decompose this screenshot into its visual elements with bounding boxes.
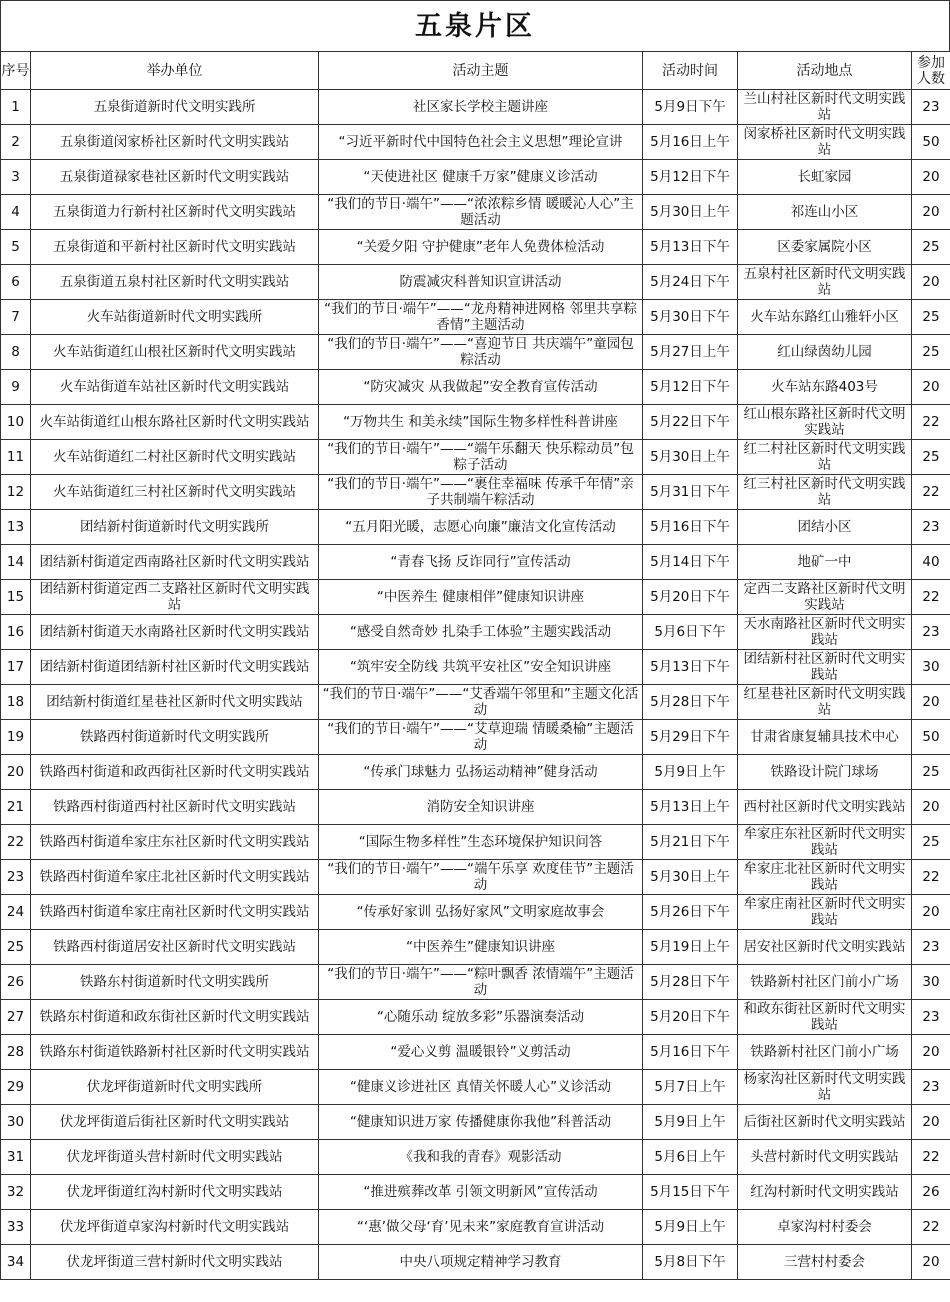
cell-theme: “中医养生”健康知识讲座	[319, 930, 643, 965]
cell-time: 5月16日下午	[643, 510, 738, 545]
cell-theme: “心随乐动 绽放多彩”乐器演奏活动	[319, 1000, 643, 1035]
cell-index: 28	[1, 1035, 31, 1070]
cell-location: 红星巷社区新时代文明实践站	[738, 685, 912, 720]
cell-time: 5月28日下午	[643, 965, 738, 1000]
cell-time: 5月21日下午	[643, 825, 738, 860]
cell-time: 5月8日下午	[643, 1245, 738, 1280]
cell-time: 5月12日下午	[643, 370, 738, 405]
cell-location: 三营村村委会	[738, 1245, 912, 1280]
cell-participants: 50	[912, 125, 950, 160]
cell-location: 牟家庄北社区新时代文明实践站	[738, 860, 912, 895]
cell-theme: “我们的节日·端午”——“粽叶飘香 浓情端午”主题活动	[319, 965, 643, 1000]
cell-participants: 50	[912, 720, 950, 755]
cell-time: 5月20日下午	[643, 580, 738, 615]
table-row	[1, 1035, 950, 1070]
table-row	[1, 90, 950, 125]
cell-location: 团结小区	[738, 510, 912, 545]
cell-time: 5月28日下午	[643, 685, 738, 720]
cell-theme: “防灾减灾 从我做起”安全教育宣传活动	[319, 370, 643, 405]
cell-organizer: 铁路西村街道牟家庄东社区新时代文明实践站	[31, 825, 319, 860]
cell-organizer: 五泉街道闵家桥社区新时代文明实践站	[31, 125, 319, 160]
cell-participants: 20	[912, 160, 950, 195]
cell-location: 火车站东路红山雅轩小区	[738, 300, 912, 335]
table-row	[1, 895, 950, 930]
cell-theme: “我们的节日·端午”——“艾草迎瑞 情暖桑榆”主题活动	[319, 720, 643, 755]
cell-index: 34	[1, 1245, 31, 1280]
cell-theme: “我们的节日·端午”——“浓浓粽乡情 暖暖沁人心”主题活动	[319, 195, 643, 230]
cell-participants: 20	[912, 790, 950, 825]
table-row	[1, 615, 950, 650]
cell-location: 闵家桥社区新时代文明实践站	[738, 125, 912, 160]
cell-time: 5月13日下午	[643, 230, 738, 265]
cell-index: 14	[1, 545, 31, 580]
cell-participants: 25	[912, 755, 950, 790]
cell-participants: 30	[912, 650, 950, 685]
cell-organizer: 五泉街道五泉村社区新时代文明实践站	[31, 265, 319, 300]
cell-location: 红三村社区新时代文明实践站	[738, 475, 912, 510]
table-row	[1, 1070, 950, 1105]
cell-index: 12	[1, 475, 31, 510]
cell-location: 地矿一中	[738, 545, 912, 580]
cell-organizer: 团结新村街道红星巷社区新时代文明实践站	[31, 685, 319, 720]
cell-participants: 25	[912, 440, 950, 475]
table-row	[1, 825, 950, 860]
cell-index: 33	[1, 1210, 31, 1245]
table-row	[1, 335, 950, 370]
cell-index: 8	[1, 335, 31, 370]
table-row	[1, 125, 950, 160]
cell-participants: 20	[912, 265, 950, 300]
cell-theme: “感受自然奇妙 扎染手工体验”主题实践活动	[319, 615, 643, 650]
table-row	[1, 1175, 950, 1210]
cell-index: 22	[1, 825, 31, 860]
cell-theme: “中医养生 健康相伴”健康知识讲座	[319, 580, 643, 615]
cell-location: 居安社区新时代文明实践站	[738, 930, 912, 965]
cell-index: 18	[1, 685, 31, 720]
cell-participants: 23	[912, 1070, 950, 1105]
table-row	[1, 510, 950, 545]
cell-participants: 26	[912, 1175, 950, 1210]
cell-organizer: 火车站街道新时代文明实践所	[31, 300, 319, 335]
cell-participants: 22	[912, 1140, 950, 1175]
cell-time: 5月30日上午	[643, 860, 738, 895]
cell-location: 卓家沟村村委会	[738, 1210, 912, 1245]
cell-index: 15	[1, 580, 31, 615]
cell-organizer: 铁路西村街道牟家庄南社区新时代文明实践站	[31, 895, 319, 930]
cell-index: 6	[1, 265, 31, 300]
cell-index: 17	[1, 650, 31, 685]
cell-index: 21	[1, 790, 31, 825]
cell-index: 31	[1, 1140, 31, 1175]
cell-theme: “我们的节日·端午”——“艾香端午邻里和”主题文化活动	[319, 685, 643, 720]
cell-participants: 25	[912, 230, 950, 265]
cell-index: 13	[1, 510, 31, 545]
cell-organizer: 五泉街道和平新村社区新时代文明实践站	[31, 230, 319, 265]
cell-participants: 20	[912, 895, 950, 930]
cell-time: 5月16日下午	[643, 1035, 738, 1070]
table-body	[1, 90, 950, 1280]
cell-participants: 23	[912, 615, 950, 650]
cell-theme: “我们的节日·端午”——“龙舟精神进网格 邻里共享粽香情”主题活动	[319, 300, 643, 335]
table-row	[1, 475, 950, 510]
cell-organizer: 火车站街道红山根东路社区新时代文明实践站	[31, 405, 319, 440]
cell-organizer: 团结新村街道定西二支路社区新时代文明实践站	[31, 580, 319, 615]
table-row	[1, 230, 950, 265]
table-row	[1, 860, 950, 895]
cell-participants: 23	[912, 930, 950, 965]
cell-organizer: 火车站街道红三村社区新时代文明实践站	[31, 475, 319, 510]
cell-theme: 消防安全知识讲座	[319, 790, 643, 825]
cell-participants: 20	[912, 685, 950, 720]
cell-location: 铁路新村社区门前小广场	[738, 965, 912, 1000]
header-location: 活动地点	[738, 52, 912, 90]
table-row	[1, 405, 950, 440]
cell-location: 后街社区新时代文明实践站	[738, 1105, 912, 1140]
table-row	[1, 1000, 950, 1035]
cell-location: 五泉村社区新时代文明实践站	[738, 265, 912, 300]
cell-participants: 20	[912, 1105, 950, 1140]
table-row	[1, 965, 950, 1000]
table-header	[1, 52, 950, 90]
cell-index: 10	[1, 405, 31, 440]
cell-time: 5月29日下午	[643, 720, 738, 755]
cell-organizer: 铁路东村街道铁路新村社区新时代文明实践站	[31, 1035, 319, 1070]
cell-index: 30	[1, 1105, 31, 1140]
table-row	[1, 580, 950, 615]
table-row	[1, 650, 950, 685]
cell-theme: “五月阳光暖，志愿心向廉”廉洁文化宣传活动	[319, 510, 643, 545]
cell-index: 7	[1, 300, 31, 335]
cell-participants: 20	[912, 195, 950, 230]
table-row	[1, 1140, 950, 1175]
cell-time: 5月16日上午	[643, 125, 738, 160]
cell-time: 5月31日下午	[643, 475, 738, 510]
header-participants: 参加人数	[912, 52, 950, 90]
table-row	[1, 685, 950, 720]
cell-organizer: 火车站街道红二村社区新时代文明实践站	[31, 440, 319, 475]
cell-theme: “万物共生 和美永续”国际生物多样性科普讲座	[319, 405, 643, 440]
cell-index: 4	[1, 195, 31, 230]
cell-index: 16	[1, 615, 31, 650]
cell-theme: “推进殡葬改革 引领文明新风”宣传活动	[319, 1175, 643, 1210]
cell-time: 5月30日上午	[643, 440, 738, 475]
cell-participants: 22	[912, 405, 950, 440]
header-theme: 活动主题	[319, 52, 643, 90]
activity-table	[0, 51, 950, 1280]
cell-index: 9	[1, 370, 31, 405]
cell-index: 3	[1, 160, 31, 195]
cell-location: 和政东街社区新时代文明实践站	[738, 1000, 912, 1035]
cell-organizer: 铁路西村街道牟家庄北社区新时代文明实践站	[31, 860, 319, 895]
cell-time: 5月9日上午	[643, 1105, 738, 1140]
table-row	[1, 1105, 950, 1140]
cell-index: 26	[1, 965, 31, 1000]
cell-participants: 22	[912, 580, 950, 615]
cell-location: 铁路新村社区门前小广场	[738, 1035, 912, 1070]
cell-time: 5月27日上午	[643, 335, 738, 370]
cell-location: 祁连山小区	[738, 195, 912, 230]
cell-index: 27	[1, 1000, 31, 1035]
cell-time: 5月13日下午	[643, 650, 738, 685]
cell-location: 杨家沟社区新时代文明实践站	[738, 1070, 912, 1105]
cell-participants: 22	[912, 1210, 950, 1245]
cell-organizer: 火车站街道车站社区新时代文明实践站	[31, 370, 319, 405]
cell-theme: 社区家长学校主题讲座	[319, 90, 643, 125]
header-index: 序号	[1, 52, 31, 90]
cell-participants: 20	[912, 1035, 950, 1070]
table-row	[1, 720, 950, 755]
cell-participants: 22	[912, 475, 950, 510]
cell-location: 牟家庄东社区新时代文明实践站	[738, 825, 912, 860]
table-row	[1, 1210, 950, 1245]
table-row	[1, 160, 950, 195]
cell-theme: “健康知识进万家 传播健康你我他”科普活动	[319, 1105, 643, 1140]
cell-organizer: 铁路西村街道西村社区新时代文明实践站	[31, 790, 319, 825]
cell-organizer: 团结新村街道定西南路社区新时代文明实践站	[31, 545, 319, 580]
cell-theme: “我们的节日·端午”——“裹住幸福味 传承千年情”亲子共制端午粽活动	[319, 475, 643, 510]
cell-organizer: 五泉街道力行新村社区新时代文明实践站	[31, 195, 319, 230]
cell-theme: “习近平新时代中国特色社会主义思想”理论宣讲	[319, 125, 643, 160]
cell-organizer: 伏龙坪街道头营村新时代文明实践站	[31, 1140, 319, 1175]
cell-organizer: 五泉街道禄家巷社区新时代文明实践站	[31, 160, 319, 195]
cell-location: 红沟村新时代文明实践站	[738, 1175, 912, 1210]
cell-organizer: 伏龙坪街道新时代文明实践所	[31, 1070, 319, 1105]
cell-location: 区委家属院小区	[738, 230, 912, 265]
cell-theme: “青春飞扬 反诈同行”宣传活动	[319, 545, 643, 580]
cell-theme: “爱心义剪 温暖银铃”义剪活动	[319, 1035, 643, 1070]
cell-index: 5	[1, 230, 31, 265]
cell-index: 1	[1, 90, 31, 125]
cell-theme: “健康义诊进社区 真情关怀暖人心”义诊活动	[319, 1070, 643, 1105]
cell-time: 5月9日上午	[643, 755, 738, 790]
cell-organizer: 铁路东村街道新时代文明实践所	[31, 965, 319, 1000]
cell-time: 5月19日上午	[643, 930, 738, 965]
cell-theme: 《我和我的青春》观影活动	[319, 1140, 643, 1175]
cell-location: 甘肃省康复辅具技术中心	[738, 720, 912, 755]
cell-time: 5月12日下午	[643, 160, 738, 195]
cell-participants: 23	[912, 90, 950, 125]
cell-organizer: 火车站街道红山根社区新时代文明实践站	[31, 335, 319, 370]
cell-organizer: 铁路西村街道和政西街社区新时代文明实践站	[31, 755, 319, 790]
cell-theme: “筑牢安全防线 共筑平安社区”安全知识讲座	[319, 650, 643, 685]
table-row	[1, 440, 950, 475]
cell-index: 20	[1, 755, 31, 790]
cell-participants: 30	[912, 965, 950, 1000]
cell-location: 天水南路社区新时代文明实践站	[738, 615, 912, 650]
header-row	[1, 52, 950, 90]
cell-theme: 防震减灾科普知识宣讲活动	[319, 265, 643, 300]
cell-time: 5月9日下午	[643, 90, 738, 125]
cell-location: 头营村新时代文明实践站	[738, 1140, 912, 1175]
cell-theme: “关爱夕阳 守护健康”老年人免费体检活动	[319, 230, 643, 265]
cell-theme: “天使进社区 健康千万家”健康义诊活动	[319, 160, 643, 195]
table-row	[1, 930, 950, 965]
table-row	[1, 370, 950, 405]
cell-time: 5月20日下午	[643, 1000, 738, 1035]
cell-organizer: 五泉街道新时代文明实践所	[31, 90, 319, 125]
cell-participants: 40	[912, 545, 950, 580]
table-row	[1, 790, 950, 825]
cell-index: 19	[1, 720, 31, 755]
cell-location: 兰山村社区新时代文明实践站	[738, 90, 912, 125]
cell-theme: “‘惠’做父母‘育’见未来”家庭教育宣讲活动	[319, 1210, 643, 1245]
cell-organizer: 铁路西村街道新时代文明实践所	[31, 720, 319, 755]
cell-index: 25	[1, 930, 31, 965]
cell-time: 5月14日下午	[643, 545, 738, 580]
table-row	[1, 195, 950, 230]
cell-location: 西村社区新时代文明实践站	[738, 790, 912, 825]
cell-index: 24	[1, 895, 31, 930]
table-row	[1, 300, 950, 335]
cell-location: 红山根东路社区新时代文明实践站	[738, 405, 912, 440]
cell-participants: 25	[912, 300, 950, 335]
cell-theme: “传承好家训 弘扬好家风”文明家庭故事会	[319, 895, 643, 930]
cell-organizer: 铁路西村街道居安社区新时代文明实践站	[31, 930, 319, 965]
cell-theme: “我们的节日·端午”——“端午乐享 欢度佳节”主题活动	[319, 860, 643, 895]
cell-time: 5月6日上午	[643, 1140, 738, 1175]
header-organizer: 举办单位	[31, 52, 319, 90]
page-title: 五泉片区	[0, 0, 950, 51]
cell-time: 5月15日下午	[643, 1175, 738, 1210]
cell-location: 红二村社区新时代文明实践站	[738, 440, 912, 475]
cell-theme: “国际生物多样性”生态环境保护知识问答	[319, 825, 643, 860]
cell-location: 铁路设计院门球场	[738, 755, 912, 790]
cell-time: 5月26日下午	[643, 895, 738, 930]
cell-time: 5月30日下午	[643, 300, 738, 335]
cell-organizer: 铁路东村街道和政东街社区新时代文明实践站	[31, 1000, 319, 1035]
table-row	[1, 545, 950, 580]
cell-time: 5月9日上午	[643, 1210, 738, 1245]
table-row	[1, 1245, 950, 1280]
cell-participants: 20	[912, 370, 950, 405]
cell-location: 团结新村社区新时代文明实践站	[738, 650, 912, 685]
cell-theme: 中央八项规定精神学习教育	[319, 1245, 643, 1280]
cell-participants: 25	[912, 335, 950, 370]
table-row	[1, 755, 950, 790]
cell-theme: “我们的节日·端午”——“喜迎节日 共庆端午”童园包粽活动	[319, 335, 643, 370]
cell-index: 32	[1, 1175, 31, 1210]
cell-participants: 25	[912, 825, 950, 860]
cell-participants: 20	[912, 1245, 950, 1280]
cell-index: 29	[1, 1070, 31, 1105]
cell-theme: “传承门球魅力 弘扬运动精神”健身活动	[319, 755, 643, 790]
cell-organizer: 伏龙坪街道后街社区新时代文明实践站	[31, 1105, 319, 1140]
cell-location: 长虹家园	[738, 160, 912, 195]
cell-organizer: 伏龙坪街道卓家沟村新时代文明实践站	[31, 1210, 319, 1245]
cell-index: 2	[1, 125, 31, 160]
header-time: 活动时间	[643, 52, 738, 90]
cell-organizer: 团结新村街道团结新村社区新时代文明实践站	[31, 650, 319, 685]
cell-location: 牟家庄南社区新时代文明实践站	[738, 895, 912, 930]
cell-participants: 23	[912, 1000, 950, 1035]
cell-time: 5月13日上午	[643, 790, 738, 825]
cell-organizer: 伏龙坪街道三营村新时代文明实践站	[31, 1245, 319, 1280]
cell-organizer: 团结新村街道天水南路社区新时代文明实践站	[31, 615, 319, 650]
cell-index: 11	[1, 440, 31, 475]
cell-organizer: 伏龙坪街道红沟村新时代文明实践站	[31, 1175, 319, 1210]
cell-participants: 23	[912, 510, 950, 545]
cell-theme: “我们的节日·端午”——“端午乐翻天 快乐粽动员”包粽子活动	[319, 440, 643, 475]
cell-location: 红山绿茵幼儿园	[738, 335, 912, 370]
cell-organizer: 团结新村街道新时代文明实践所	[31, 510, 319, 545]
cell-time: 5月6日下午	[643, 615, 738, 650]
cell-participants: 22	[912, 860, 950, 895]
cell-time: 5月7日上午	[643, 1070, 738, 1105]
cell-time: 5月22日下午	[643, 405, 738, 440]
cell-time: 5月30日上午	[643, 195, 738, 230]
cell-location: 定西二支路社区新时代文明实践站	[738, 580, 912, 615]
cell-location: 火车站东路403号	[738, 370, 912, 405]
cell-index: 23	[1, 860, 31, 895]
cell-time: 5月24日下午	[643, 265, 738, 300]
table-row	[1, 265, 950, 300]
